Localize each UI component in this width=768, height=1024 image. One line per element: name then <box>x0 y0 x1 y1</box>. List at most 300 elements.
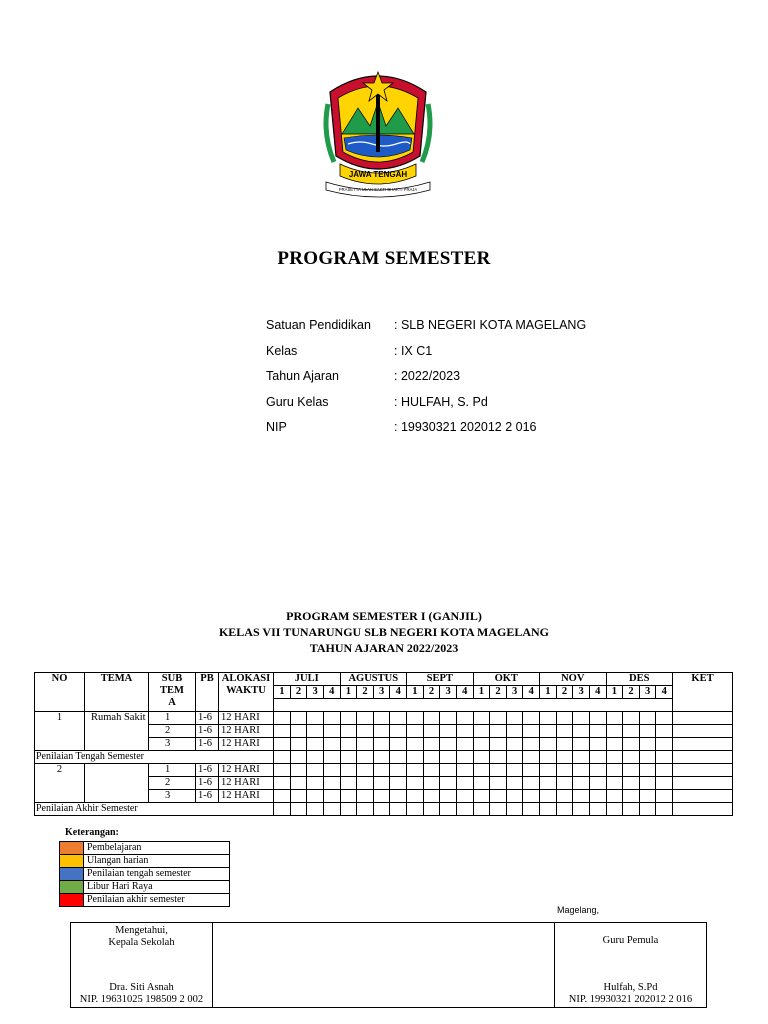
week-cell <box>390 790 407 803</box>
week-cell <box>290 751 307 764</box>
week-cell <box>323 738 340 751</box>
legend-swatch <box>60 881 84 894</box>
week-cell <box>490 764 507 777</box>
week-cell <box>307 790 324 803</box>
header-week: 2 <box>556 686 573 699</box>
table-row <box>35 764 733 777</box>
week-cell <box>307 777 324 790</box>
header-week: 3 <box>573 686 590 699</box>
week-cell <box>423 751 440 764</box>
header-week: 4 <box>656 686 673 699</box>
week-cell <box>307 725 324 738</box>
week-cell <box>407 712 424 725</box>
sign-left-line1: Mengetahui, <box>115 925 168 936</box>
week-cell <box>623 751 640 764</box>
header-no: NO <box>35 673 85 712</box>
week-cell <box>456 790 473 803</box>
week-cell <box>506 764 523 777</box>
ket-cell <box>673 738 733 751</box>
sign-left-line2: Kepala Sekolah <box>108 937 175 948</box>
week-cell <box>307 764 324 777</box>
week-cell <box>573 725 590 738</box>
legend-item <box>60 842 230 855</box>
legend-swatch <box>60 894 84 907</box>
week-cell <box>473 751 490 764</box>
row-no: 2 <box>35 764 85 803</box>
week-cell <box>390 777 407 790</box>
week-cell <box>639 725 656 738</box>
row-sub-tema: 2 <box>149 725 196 738</box>
week-cell <box>606 803 623 816</box>
week-cell <box>456 803 473 816</box>
week-cell <box>340 777 357 790</box>
week-cell <box>523 751 540 764</box>
week-cell <box>623 803 640 816</box>
header-week: 3 <box>440 686 457 699</box>
week-cell <box>589 738 606 751</box>
sign-right-title: Guru Pemula <box>602 935 659 946</box>
row-no: 1 <box>35 712 85 751</box>
legend-label: Penilaian tengah semester <box>84 868 230 881</box>
week-cell <box>440 790 457 803</box>
week-cell <box>656 777 673 790</box>
week-cell <box>423 712 440 725</box>
week-cell <box>340 764 357 777</box>
header-week: 2 <box>357 686 374 699</box>
week-cell <box>523 790 540 803</box>
week-cell <box>290 777 307 790</box>
week-cell <box>290 712 307 725</box>
legend-item <box>60 881 230 894</box>
week-cell <box>407 738 424 751</box>
ket-cell <box>673 790 733 803</box>
week-cell <box>456 777 473 790</box>
week-cell <box>606 751 623 764</box>
week-cell <box>473 725 490 738</box>
week-cell <box>589 777 606 790</box>
week-cell <box>357 751 374 764</box>
week-cell <box>456 712 473 725</box>
week-cell <box>456 738 473 751</box>
week-cell <box>523 712 540 725</box>
week-cell <box>656 712 673 725</box>
week-cell <box>556 803 573 816</box>
week-cell <box>540 803 557 816</box>
header-tema: TEMA <box>85 673 149 712</box>
info-row <box>266 369 586 395</box>
signature-table <box>70 922 707 1008</box>
header-week: 1 <box>340 686 357 699</box>
row-alokasi: 12 HARI <box>219 764 274 777</box>
row-tema: Rumah Sakit <box>85 712 149 751</box>
week-cell <box>357 725 374 738</box>
week-cell <box>490 725 507 738</box>
info-row <box>266 344 586 370</box>
week-cell <box>307 738 324 751</box>
header-ket: KET <box>673 673 733 712</box>
week-cell <box>274 790 291 803</box>
table-title-line: PROGRAM SEMESTER I (GANJIL) <box>286 609 482 623</box>
info-row <box>266 318 586 344</box>
week-cell <box>373 712 390 725</box>
week-cell <box>639 738 656 751</box>
sign-left-name: Dra. Siti Asnah <box>109 982 174 993</box>
header-week: 4 <box>456 686 473 699</box>
info-label: Guru Kelas <box>266 394 329 409</box>
week-cell <box>490 803 507 816</box>
week-cell <box>423 803 440 816</box>
week-cell <box>556 790 573 803</box>
week-cell <box>440 712 457 725</box>
sign-spacer <box>213 923 555 1008</box>
week-cell <box>623 725 640 738</box>
week-cell <box>606 738 623 751</box>
header-alokasi: ALOKASI WAKTU <box>219 673 274 712</box>
week-cell <box>523 777 540 790</box>
ket-cell <box>673 712 733 725</box>
week-cell <box>323 751 340 764</box>
week-cell <box>423 777 440 790</box>
ket-cell <box>673 777 733 790</box>
week-cell <box>473 790 490 803</box>
week-cell <box>490 738 507 751</box>
week-cell <box>407 777 424 790</box>
legend-label: Ulangan harian <box>84 855 230 868</box>
week-cell <box>606 725 623 738</box>
week-cell <box>639 764 656 777</box>
ket-cell <box>673 751 733 764</box>
week-cell <box>656 738 673 751</box>
week-cell <box>490 751 507 764</box>
week-cell <box>656 790 673 803</box>
table-row <box>35 803 733 816</box>
week-cell <box>589 803 606 816</box>
week-cell <box>373 777 390 790</box>
week-cell <box>407 725 424 738</box>
header-week: 1 <box>540 686 557 699</box>
info-value: : 2022/2023 <box>394 369 461 383</box>
week-cell <box>506 725 523 738</box>
week-cell <box>639 790 656 803</box>
info-row <box>266 395 586 421</box>
week-cell <box>407 790 424 803</box>
week-cell <box>473 738 490 751</box>
week-cell <box>390 764 407 777</box>
legend <box>59 827 230 907</box>
legend-label: Penilaian akhir semester <box>84 894 230 907</box>
week-cell <box>340 725 357 738</box>
info-label: Tahun Ajaran <box>266 369 339 383</box>
week-cell <box>656 725 673 738</box>
week-cell <box>456 725 473 738</box>
week-cell <box>340 803 357 816</box>
ket-cell <box>673 764 733 777</box>
info-value: : HULFAH, S. Pd <box>394 394 488 409</box>
legend-swatch <box>60 842 84 855</box>
week-cell <box>623 790 640 803</box>
legend-title: Keterangan: <box>65 827 119 838</box>
week-cell <box>656 751 673 764</box>
info-label: Kelas <box>266 343 298 358</box>
legend-swatch <box>60 868 84 881</box>
week-cell <box>540 725 557 738</box>
row-alokasi: 12 HARI <box>219 725 274 738</box>
school-info <box>266 318 586 446</box>
week-cell <box>407 764 424 777</box>
table-row <box>35 751 733 764</box>
week-cell <box>540 777 557 790</box>
row-alokasi: 12 HARI <box>219 712 274 725</box>
header-week: 3 <box>506 686 523 699</box>
week-cell <box>340 790 357 803</box>
week-cell <box>606 712 623 725</box>
week-cell <box>506 751 523 764</box>
row-alokasi: 12 HARI <box>219 790 274 803</box>
week-cell <box>606 777 623 790</box>
row-pb: 1-6 <box>196 764 219 777</box>
week-cell <box>307 751 324 764</box>
week-cell <box>323 712 340 725</box>
ket-cell <box>673 803 733 816</box>
week-cell <box>274 751 291 764</box>
week-cell <box>540 738 557 751</box>
header-week: 3 <box>307 686 324 699</box>
week-cell <box>589 764 606 777</box>
week-cell <box>274 738 291 751</box>
sign-right-nip: NIP. 19930321 202012 2 016 <box>568 994 693 1005</box>
week-cell <box>323 803 340 816</box>
week-cell <box>373 803 390 816</box>
header-week: 4 <box>323 686 340 699</box>
week-cell <box>407 803 424 816</box>
week-cell <box>274 777 291 790</box>
info-label: NIP <box>266 420 287 434</box>
legend-item <box>60 894 230 907</box>
week-cell <box>523 803 540 816</box>
week-cell <box>573 751 590 764</box>
week-cell <box>656 803 673 816</box>
header-week-blank <box>274 699 673 712</box>
header-month: SEPT <box>407 673 474 686</box>
week-cell <box>323 790 340 803</box>
row-pb: 1-6 <box>196 738 219 751</box>
week-cell <box>623 712 640 725</box>
week-cell <box>573 790 590 803</box>
week-cell <box>556 777 573 790</box>
week-cell <box>473 777 490 790</box>
week-cell <box>639 712 656 725</box>
week-cell <box>357 803 374 816</box>
week-cell <box>573 738 590 751</box>
week-cell <box>473 764 490 777</box>
header-week: 1 <box>606 686 623 699</box>
week-cell <box>340 751 357 764</box>
week-cell <box>290 803 307 816</box>
week-cell <box>506 790 523 803</box>
week-cell <box>589 725 606 738</box>
week-cell <box>440 751 457 764</box>
table-row <box>35 712 733 725</box>
week-cell <box>540 751 557 764</box>
week-cell <box>573 712 590 725</box>
header-month: JULI <box>274 673 341 686</box>
row-sub-tema: 2 <box>149 777 196 790</box>
header-pb: PB <box>196 673 219 712</box>
week-cell <box>274 803 291 816</box>
week-cell <box>373 764 390 777</box>
week-cell <box>290 725 307 738</box>
info-row <box>266 420 586 446</box>
week-cell <box>606 790 623 803</box>
week-cell <box>440 725 457 738</box>
week-cell <box>573 803 590 816</box>
row-pb: 1-6 <box>196 725 219 738</box>
header-month: DES <box>606 673 673 686</box>
page-title: PROGRAM SEMESTER <box>277 248 491 269</box>
week-cell <box>390 803 407 816</box>
week-cell <box>556 751 573 764</box>
week-cell <box>573 777 590 790</box>
header-sub-tema: SUB TEM A <box>149 673 196 712</box>
header-week: 2 <box>290 686 307 699</box>
header-week: 1 <box>407 686 424 699</box>
week-cell <box>556 712 573 725</box>
week-cell <box>523 738 540 751</box>
row-sub-tema: 3 <box>149 790 196 803</box>
week-cell <box>523 725 540 738</box>
header-week: 1 <box>274 686 291 699</box>
week-cell <box>573 764 590 777</box>
legend-label: Pembelajaran <box>84 842 230 855</box>
week-cell <box>440 738 457 751</box>
week-cell <box>323 777 340 790</box>
table-title-line: KELAS VII TUNARUNGU SLB NEGERI KOTA MAGELANG <box>218 625 550 639</box>
legend-item <box>60 868 230 881</box>
week-cell <box>473 712 490 725</box>
header-week: 2 <box>623 686 640 699</box>
week-cell <box>340 738 357 751</box>
row-tema <box>85 764 149 803</box>
week-cell <box>623 738 640 751</box>
row-pas-label: Penilaian Akhir Semester <box>35 803 274 816</box>
week-cell <box>423 738 440 751</box>
info-value: : SLB NEGERI KOTA MAGELANG <box>394 318 587 332</box>
week-cell <box>423 764 440 777</box>
legend-swatch <box>60 855 84 868</box>
header-week: 4 <box>589 686 606 699</box>
week-cell <box>357 790 374 803</box>
legend-table <box>59 841 230 907</box>
row-sub-tema: 1 <box>149 764 196 777</box>
week-cell <box>307 712 324 725</box>
week-cell <box>490 712 507 725</box>
week-cell <box>639 751 656 764</box>
header-week: 4 <box>390 686 407 699</box>
header-week: 1 <box>473 686 490 699</box>
week-cell <box>323 725 340 738</box>
week-cell <box>639 777 656 790</box>
week-cell <box>373 725 390 738</box>
week-cell <box>540 790 557 803</box>
header-week: 4 <box>523 686 540 699</box>
semester-program-table <box>34 672 733 816</box>
info-value: : IX C1 <box>394 343 433 358</box>
emblem-motto: PRASETYA ULAH SAKTI BHAKTI PRAJA <box>338 187 418 192</box>
week-cell <box>623 777 640 790</box>
week-cell <box>473 803 490 816</box>
week-cell <box>506 777 523 790</box>
week-cell <box>290 764 307 777</box>
week-cell <box>357 777 374 790</box>
header-month: NOV <box>540 673 607 686</box>
row-pts-label: Penilaian Tengah Semester <box>35 751 274 764</box>
week-cell <box>390 738 407 751</box>
week-cell <box>390 725 407 738</box>
row-pb: 1-6 <box>196 712 219 725</box>
week-cell <box>540 712 557 725</box>
week-cell <box>556 764 573 777</box>
legend-label: Libur Hari Raya <box>84 881 230 894</box>
row-alokasi: 12 HARI <box>219 777 274 790</box>
emblem-text: JAWA TENGAH <box>348 170 408 179</box>
sign-right-name: Hulfah, S.Pd <box>603 982 658 993</box>
legend-item <box>60 855 230 868</box>
week-cell <box>623 764 640 777</box>
week-cell <box>440 764 457 777</box>
week-cell <box>340 712 357 725</box>
week-cell <box>373 751 390 764</box>
row-sub-tema: 1 <box>149 712 196 725</box>
ket-cell <box>673 725 733 738</box>
week-cell <box>490 777 507 790</box>
week-cell <box>274 725 291 738</box>
week-cell <box>423 790 440 803</box>
week-cell <box>540 764 557 777</box>
week-cell <box>440 777 457 790</box>
week-cell <box>357 712 374 725</box>
week-cell <box>506 803 523 816</box>
header-month: AGUSTUS <box>340 673 407 686</box>
info-value: : 19930321 202012 2 016 <box>394 420 537 434</box>
header-week: 2 <box>423 686 440 699</box>
week-cell <box>523 764 540 777</box>
week-cell <box>290 790 307 803</box>
week-cell <box>423 725 440 738</box>
row-sub-tema: 3 <box>149 738 196 751</box>
week-cell <box>373 738 390 751</box>
week-cell <box>589 790 606 803</box>
week-cell <box>556 725 573 738</box>
week-cell <box>589 712 606 725</box>
week-cell <box>506 738 523 751</box>
header-month: OKT <box>473 673 540 686</box>
row-alokasi: 12 HARI <box>219 738 274 751</box>
week-cell <box>490 790 507 803</box>
week-cell <box>323 764 340 777</box>
week-cell <box>589 751 606 764</box>
header-week: 3 <box>373 686 390 699</box>
week-cell <box>390 712 407 725</box>
week-cell <box>357 738 374 751</box>
week-cell <box>440 803 457 816</box>
week-cell <box>407 751 424 764</box>
header-week: 2 <box>490 686 507 699</box>
week-cell <box>390 751 407 764</box>
week-cell <box>373 790 390 803</box>
week-cell <box>506 712 523 725</box>
week-cell <box>290 738 307 751</box>
jawa-tengah-emblem <box>320 64 436 200</box>
